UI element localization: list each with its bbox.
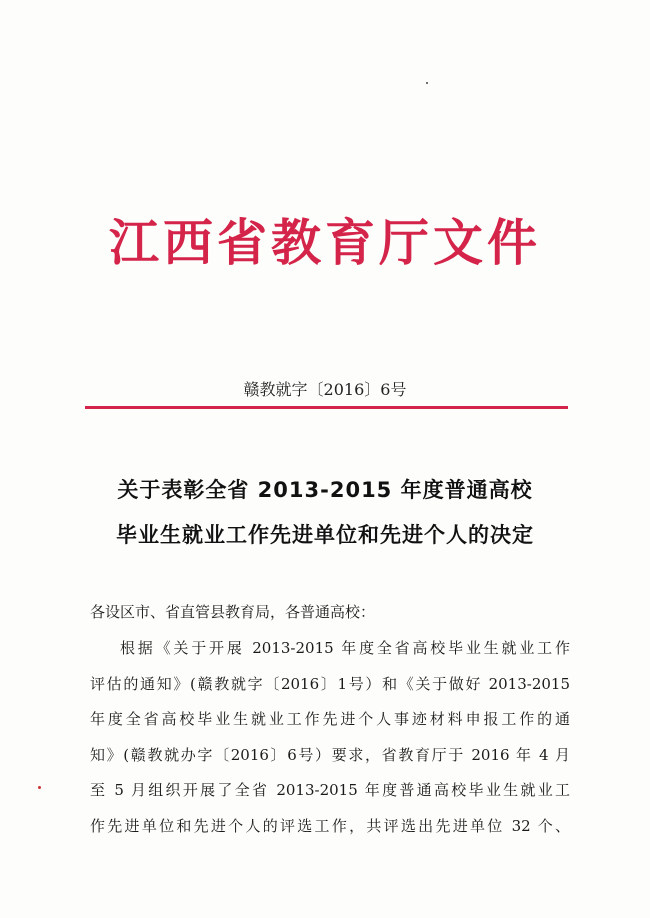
red-divider-line bbox=[85, 406, 568, 409]
body-line: 至 5 月组织开展了全省 2013-2015 年度普通高校毕业生就业工 bbox=[90, 781, 570, 799]
notice-title-line-1: 关于表彰全省 2013-2015 年度普通高校 bbox=[117, 478, 533, 502]
scan-speck bbox=[426, 82, 428, 84]
notice-title-line-2: 毕业生就业工作先进单位和先进个人的决定 bbox=[116, 523, 534, 547]
body-line: 评估的通知》(赣教就字〔2016〕1号）和《关于做好 2013-2015 bbox=[90, 674, 570, 693]
body-line: 根据《关于开展 2013-2015 年度全省高校毕业生就业工作 bbox=[120, 639, 570, 657]
body-line: 作先进单位和先进个人的评选工作，共评选出先进单位 32 个、 bbox=[90, 816, 570, 835]
document-number: 赣教就字〔2016〕6号 bbox=[243, 380, 407, 399]
body-line: 年度全省高校毕业生就业工作先进个人事迹材料申报工作的通 bbox=[90, 710, 570, 728]
document-header-title: 江西省教育厅文件 bbox=[109, 213, 541, 272]
body-paragraph bbox=[90, 631, 570, 844]
salutation: 各设区市、省直管县教育局，各普通高校： bbox=[90, 603, 376, 621]
body-line: 知》(赣教就办字〔2016〕6号）要求，省教育厅于 2016 年 4 月 bbox=[90, 745, 570, 764]
scan-speck bbox=[38, 786, 41, 789]
